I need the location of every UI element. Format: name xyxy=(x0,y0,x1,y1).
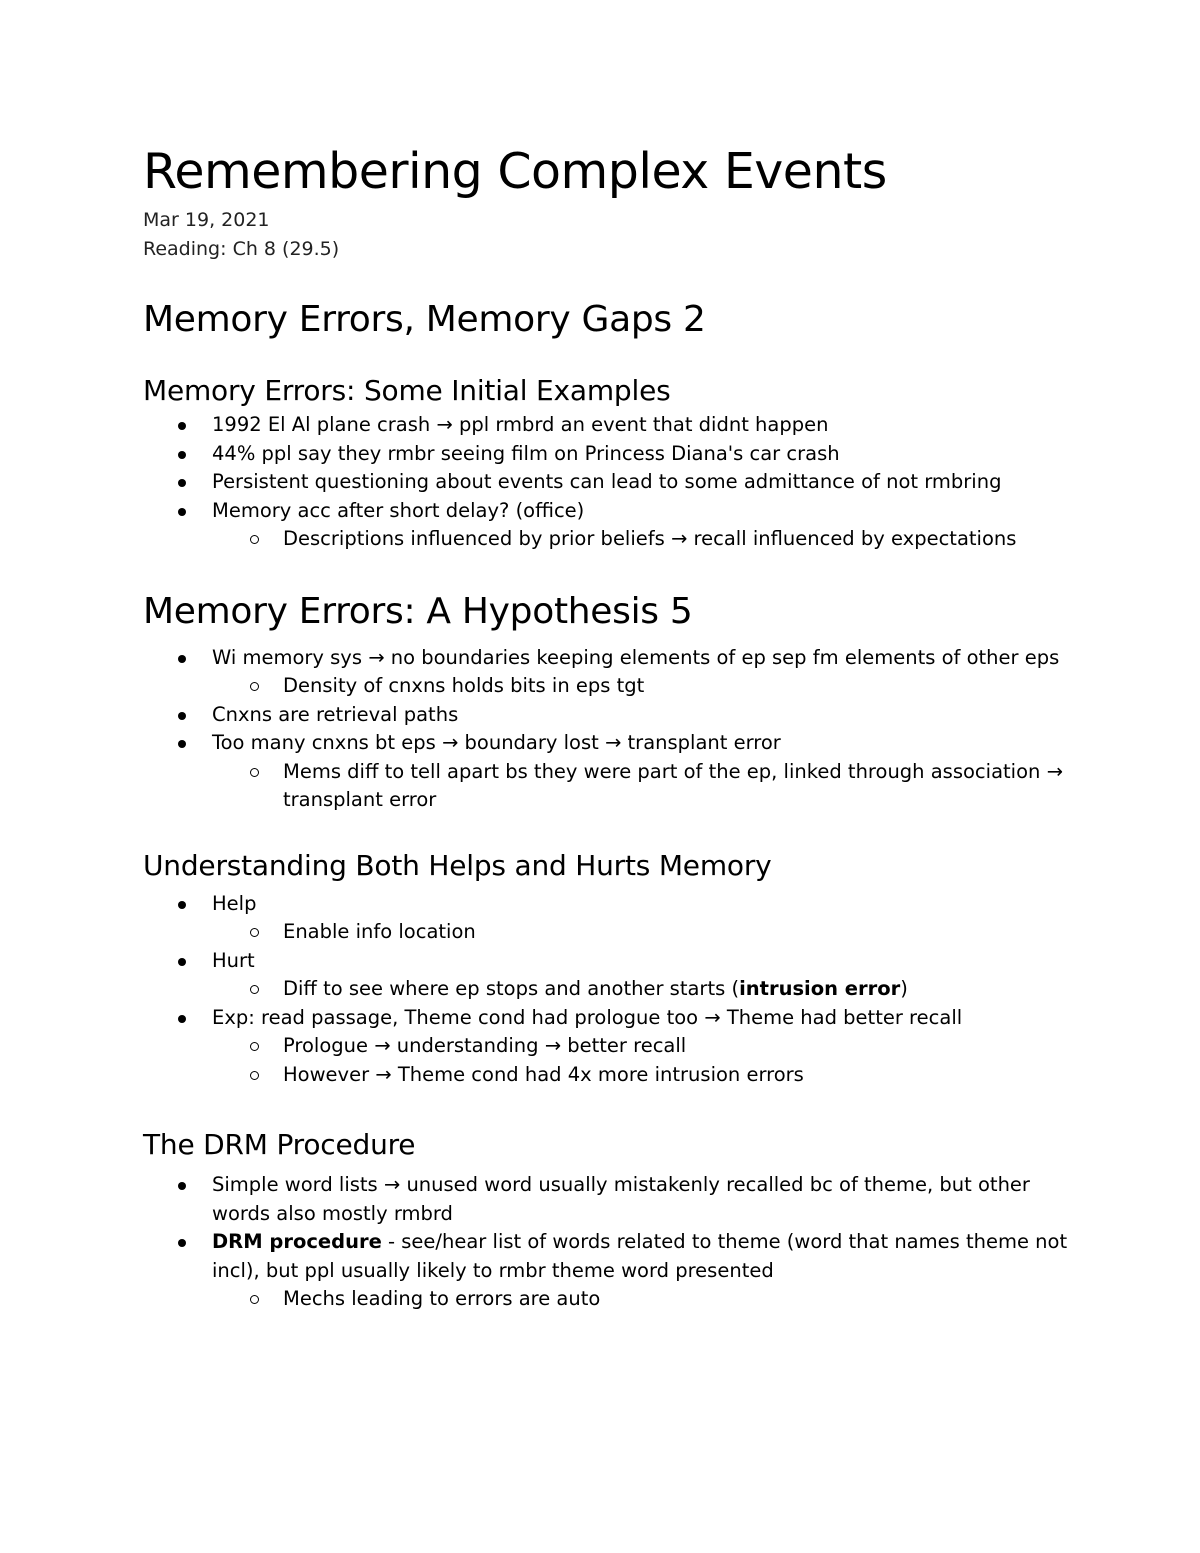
bullet-dot-icon xyxy=(178,740,186,748)
bullet-dot-icon xyxy=(178,1015,186,1023)
bullet-dot-icon xyxy=(178,422,186,430)
bullet-circle-icon xyxy=(250,1042,259,1051)
sub-list-item: Prologue → understanding → better recall xyxy=(212,1032,1073,1061)
bullet-list xyxy=(143,644,1073,815)
subsection-heading-initial-examples: Memory Errors: Some Initial Examples xyxy=(143,374,671,407)
bullet-dot-icon xyxy=(178,712,186,720)
list-item: 44% ppl say they rmbr seeing film on Princess Diana's car crash xyxy=(143,440,1073,469)
sub-list-item: Descriptions influenced by prior beliefs → recall influenced by expectations xyxy=(212,525,1073,554)
sub-list-item: Mems diff to tell apart bs they were part of the ep, linked through association → transplant error xyxy=(212,758,1073,815)
subsection-heading-understanding: Understanding Both Helps and Hurts Memory xyxy=(143,848,772,882)
document-page xyxy=(143,140,1073,1314)
bullet-circle-icon xyxy=(250,535,259,544)
subsection-heading-drm: The DRM Procedure xyxy=(143,1128,416,1161)
bullet-dot-icon xyxy=(178,655,186,663)
list-item: Memory acc after short delay? (office) Descriptions influenced by prior beliefs → recall influenced by expectations xyxy=(143,497,1073,554)
sub-list-item: Density of cnxns holds bits in eps tgt xyxy=(212,672,1073,701)
sub-bullet-list xyxy=(143,672,1073,701)
sub-bullet-list xyxy=(143,1032,1073,1089)
list-item: Simple word lists → unused word usually mistakenly recalled bc of theme, but other words also mostly rmbrd xyxy=(143,1171,1073,1228)
list-item: DRM procedure - see/hear list of words related to theme (word that names theme not incl), but ppl usually likely to rmbr theme word presented Mechs leading to errors are auto xyxy=(143,1228,1073,1314)
bullet-circle-icon xyxy=(250,928,259,937)
list-item: Persistent questioning about events can lead to some admittance of not rmbring xyxy=(143,468,1073,497)
bullet-dot-icon xyxy=(178,508,186,516)
section-heading-memory-errors-gaps: Memory Errors, Memory Gaps 2 xyxy=(143,299,706,340)
sub-bullet-list xyxy=(143,918,1073,947)
sub-list-item: Enable info location xyxy=(212,918,1073,947)
sub-bullet-list xyxy=(143,1285,1073,1314)
bold-term: DRM procedure xyxy=(212,1230,382,1253)
list-item: Cnxns are retrieval paths xyxy=(143,701,1073,730)
bullet-list xyxy=(143,890,1073,1090)
sub-bullet-list xyxy=(143,525,1073,554)
bullet-circle-icon xyxy=(250,985,259,994)
bullet-circle-icon xyxy=(250,768,259,777)
sub-list-item: Diff to see where ep stops and another starts (intrusion error) xyxy=(212,975,1073,1004)
section-heading-hypothesis: Memory Errors: A Hypothesis 5 xyxy=(143,590,693,632)
document-title: Remembering Complex Events xyxy=(143,143,887,200)
document-date: Mar 19, 2021 xyxy=(143,209,270,231)
bullet-circle-icon xyxy=(250,682,259,691)
bullet-dot-icon xyxy=(178,901,186,909)
bullet-circle-icon xyxy=(250,1295,259,1304)
bold-term: intrusion error xyxy=(739,977,901,1000)
sub-bullet-list xyxy=(143,758,1073,815)
list-item: Wi memory sys → no boundaries keeping elements of ep sep fm elements of other eps Density of cnxns holds bits in eps tgt xyxy=(143,644,1073,701)
sub-list-item: However → Theme cond had 4x more intrusion errors xyxy=(212,1061,1073,1090)
bullet-dot-icon xyxy=(178,1182,186,1190)
reading-assignment: Reading: Ch 8 (29.5) xyxy=(143,238,340,260)
list-item: Hurt Diff to see where ep stops and another starts (intrusion error) xyxy=(143,947,1073,1004)
bullet-circle-icon xyxy=(250,1071,259,1080)
list-item: Too many cnxns bt eps → boundary lost → transplant error Mems diff to tell apart bs they were part of the ep, linked through association → transplant error xyxy=(143,729,1073,815)
list-item: 1992 El Al plane crash → ppl rmbrd an event that didnt happen xyxy=(143,411,1073,440)
sub-bullet-list xyxy=(143,975,1073,1004)
bullet-dot-icon xyxy=(178,479,186,487)
bullet-list xyxy=(143,1171,1073,1314)
list-item: Help Enable info location xyxy=(143,890,1073,947)
bullet-dot-icon xyxy=(178,958,186,966)
bullet-dot-icon xyxy=(178,1239,186,1247)
bullet-list xyxy=(143,411,1073,554)
list-item: Exp: read passage, Theme cond had prologue too → Theme had better recall Prologue → understanding → better recall However → Theme cond had 4x more intrusion errors xyxy=(143,1004,1073,1090)
bullet-dot-icon xyxy=(178,451,186,459)
sub-list-item: Mechs leading to errors are auto xyxy=(212,1285,1073,1314)
